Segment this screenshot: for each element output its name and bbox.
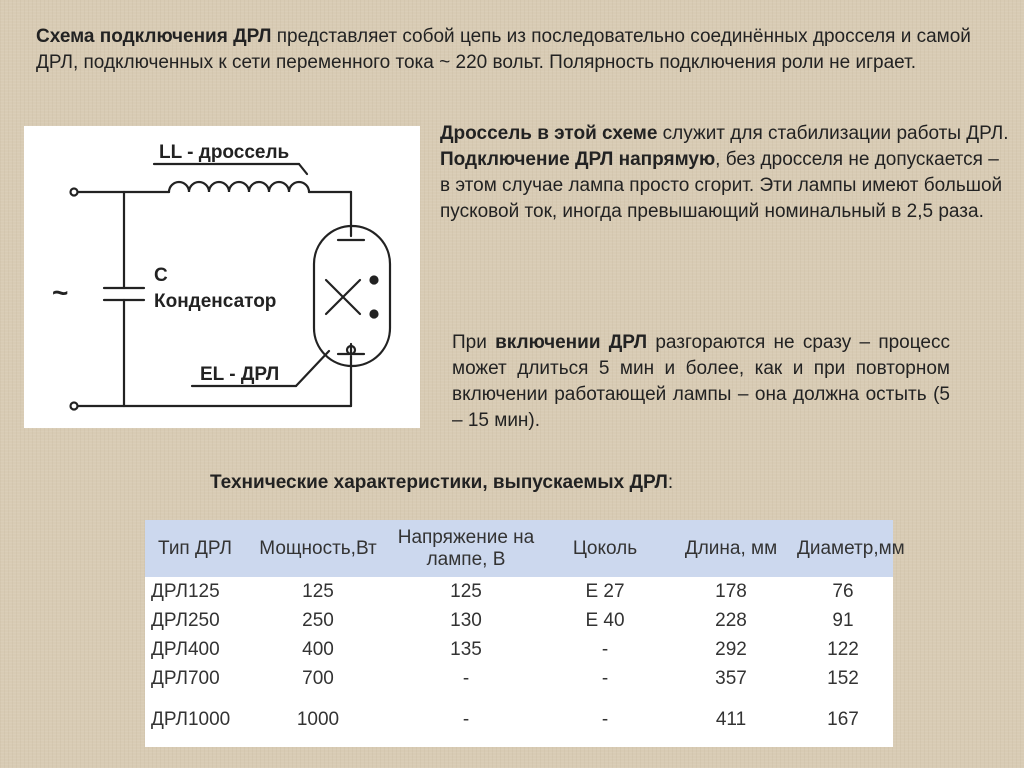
table-row (145, 693, 893, 747)
table-header-row (145, 520, 893, 577)
table-cell: 135 (450, 638, 482, 660)
table-cell: - (601, 709, 609, 730)
capacitor-label: Конденсатор (154, 291, 277, 312)
intro-bold: Схема подключения ДРЛ (36, 26, 272, 47)
col-header-base: Цоколь (541, 520, 669, 577)
table-cell: 1000 (296, 709, 340, 730)
table-cell: 125 (450, 580, 482, 602)
table-cell: 76 (832, 580, 854, 602)
col-header-length: Длина, мм (669, 520, 793, 577)
col-header-type: Тип ДРЛ (145, 520, 245, 577)
terminal-top (71, 189, 78, 196)
choke-description: Дроссель в этой схеме служит для стабилизации работы ДРЛ. (440, 123, 1009, 144)
table-cell: 167 (827, 709, 859, 730)
right-paragraph (440, 121, 1010, 225)
table-cell: - (601, 667, 609, 689)
table-cell: ДРЛ125 (151, 580, 220, 602)
table-cell: 122 (827, 638, 859, 660)
table-cell: ДРЛ250 (151, 609, 220, 631)
table-cell: ДРЛ400 (151, 638, 220, 660)
table-row (145, 664, 893, 693)
table-cell: - (462, 667, 470, 689)
table-cell: - (462, 709, 470, 730)
table-cell: 400 (302, 638, 334, 660)
terminal-bottom (71, 403, 78, 410)
intro-paragraph (36, 24, 996, 76)
table-cell: 357 (715, 667, 747, 689)
table-cell: Е 27 (585, 580, 625, 602)
table-cell: 178 (715, 580, 747, 602)
table-cell: 130 (450, 609, 482, 631)
table-cell: Е 40 (585, 609, 625, 631)
intro-text: представляет собой цепь из последовательно соединённых дросселя и самой ДРЛ, подключенных к сети переменного тока ~ 220 вольт. Полярность подключения роли не играет. (36, 26, 971, 73)
startup-paragraph: При включении ДРЛ разгораются не сразу – процесс может длиться 5 мин и более, как и при повторном включении работающей лампы – она должна остыть (5 – 15 мин). (452, 332, 950, 431)
table-cell: - (601, 638, 609, 660)
table-row (145, 606, 893, 635)
circuit-diagram (24, 126, 420, 428)
table-row (145, 577, 893, 606)
choke-label: LL - дроссель (159, 142, 290, 163)
table-cell: 250 (302, 609, 334, 631)
choke-coil (169, 182, 309, 192)
table-cell: 292 (715, 638, 747, 660)
table-title: Технические характеристики, выпускаемых ДРЛ: (210, 472, 674, 493)
table-cell: 91 (832, 609, 854, 631)
col-header-voltage: Напряжение на лампе, В (391, 520, 541, 577)
col-header-diameter: Диаметр,мм (793, 520, 893, 577)
ac-symbol: ~ (52, 277, 69, 308)
table-cell: 228 (715, 609, 747, 631)
direct-connection-description: Подключение ДРЛ напрямую, без дросселя не допускается – в этом случае лампа просто сгорит. Эти лампы имеют большой пусковой ток, иногда превышающий номинальный в 2,5 раза. (440, 149, 1003, 222)
table-cell: 700 (302, 667, 334, 689)
table-cell: 125 (302, 580, 334, 602)
table-row (145, 635, 893, 664)
table-cell: 411 (715, 709, 747, 730)
specs-table (145, 520, 905, 747)
table-cell: 152 (827, 667, 859, 689)
lamp-label: EL - ДРЛ (200, 364, 280, 385)
table-cell: ДРЛ700 (151, 667, 220, 689)
col-header-power: Мощность,Вт (245, 520, 391, 577)
table-cell: ДРЛ1000 (151, 709, 231, 730)
capacitor-letter: C (154, 265, 168, 286)
